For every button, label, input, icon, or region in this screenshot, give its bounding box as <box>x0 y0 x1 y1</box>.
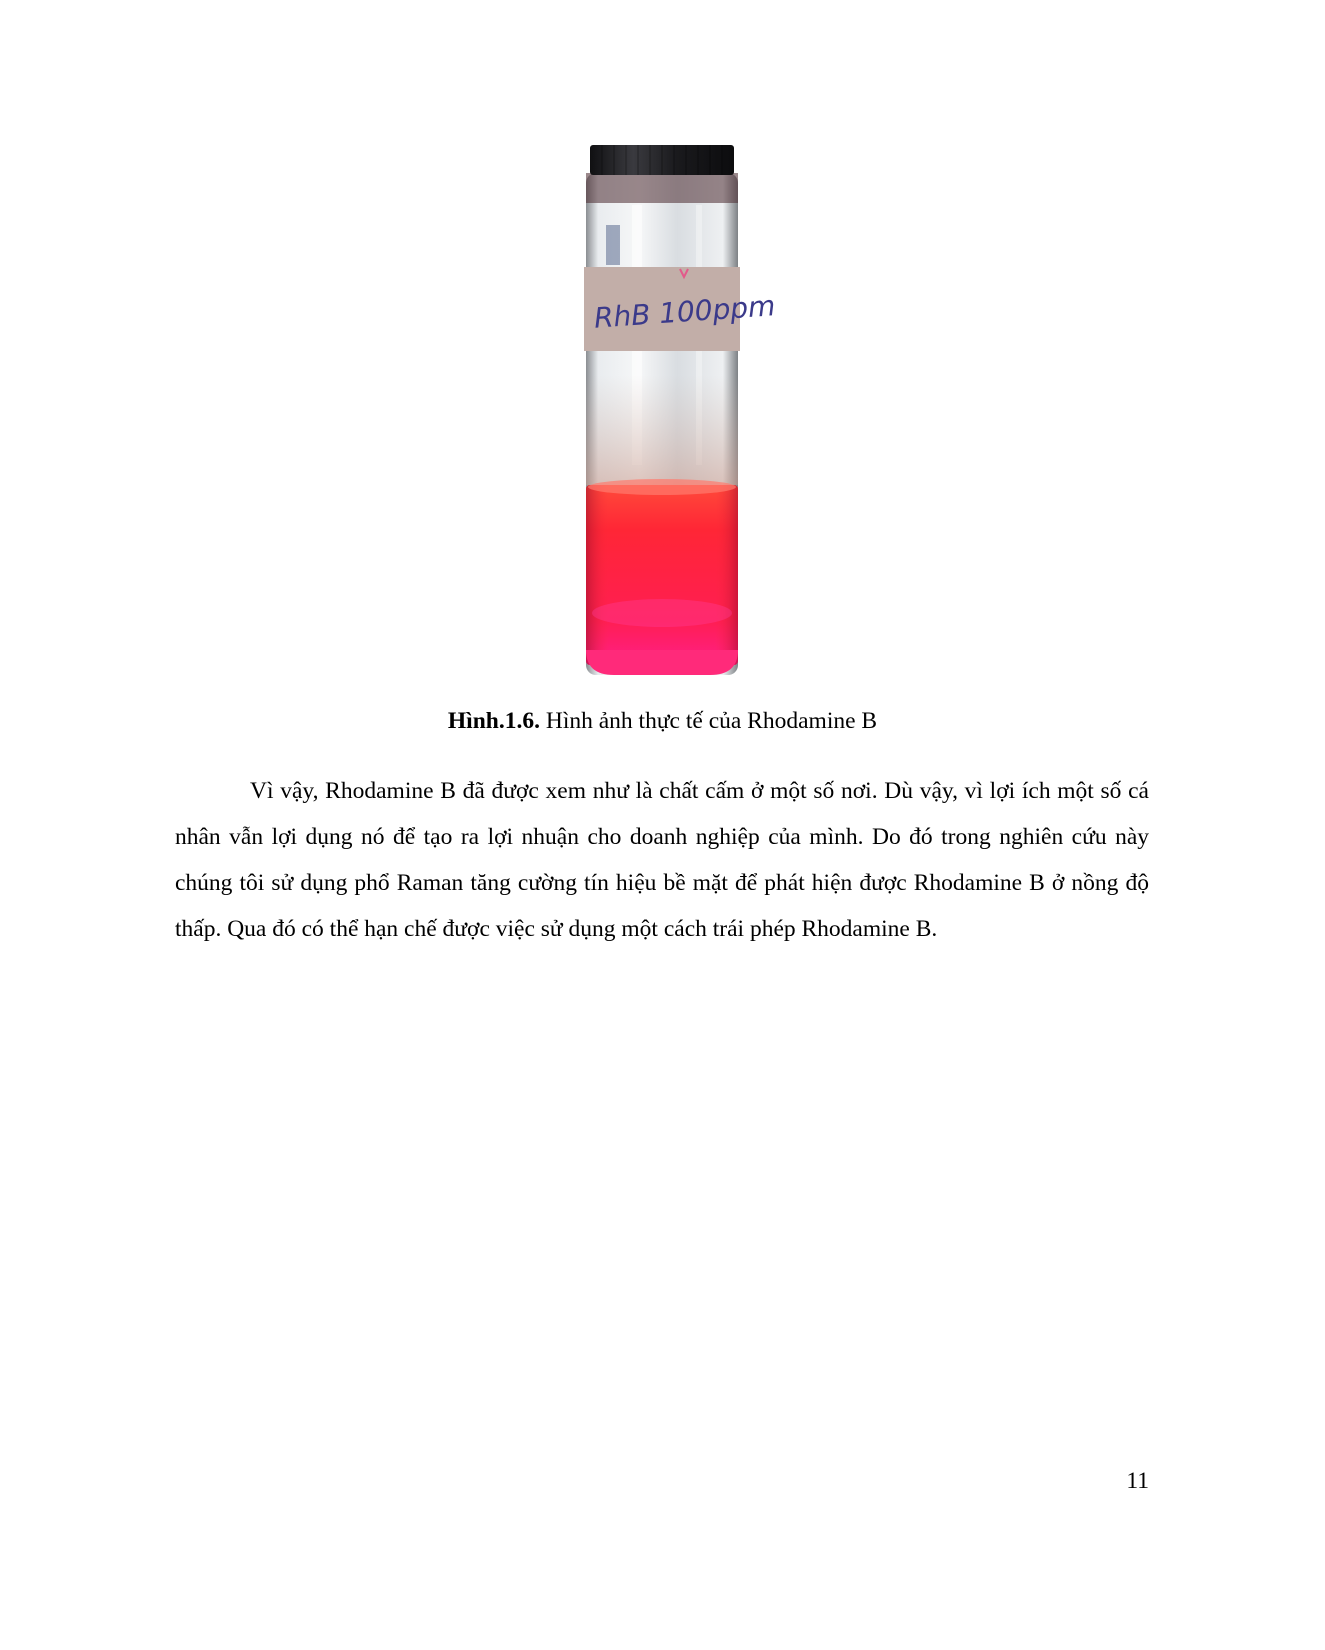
page-number: 11 <box>1126 1468 1149 1494</box>
body-paragraph: Vì vậy, Rhodamine B đã được xem như là chất cấm ở một số nơi. Dù vậy, vì lợi ích một số cá nhân vẫn lợi dụng nó để tạo ra lợi nhuận cho doanh nghiệp của mình. Do đó trong nghiên cứu này chúng tôi sử dụng phổ Raman tăng cường tín hiệu bề mặt để phát hiện được Rhodamine B ở nồng độ thấp. Qua đó có thể hạn chế được việc sử dụng một cách trái phép Rhodamine B. <box>175 778 1149 942</box>
figure-caption-label: Hình.1.6. <box>447 708 540 734</box>
rhodamine-b-vial-photo <box>584 145 777 675</box>
body-paragraph-block <box>175 768 1149 952</box>
figure-caption-text: Hình ảnh thực tế của Rhodamine B <box>539 708 878 734</box>
figure-caption <box>0 706 1325 736</box>
vial-label-text: RhB 100ppm <box>592 289 777 335</box>
